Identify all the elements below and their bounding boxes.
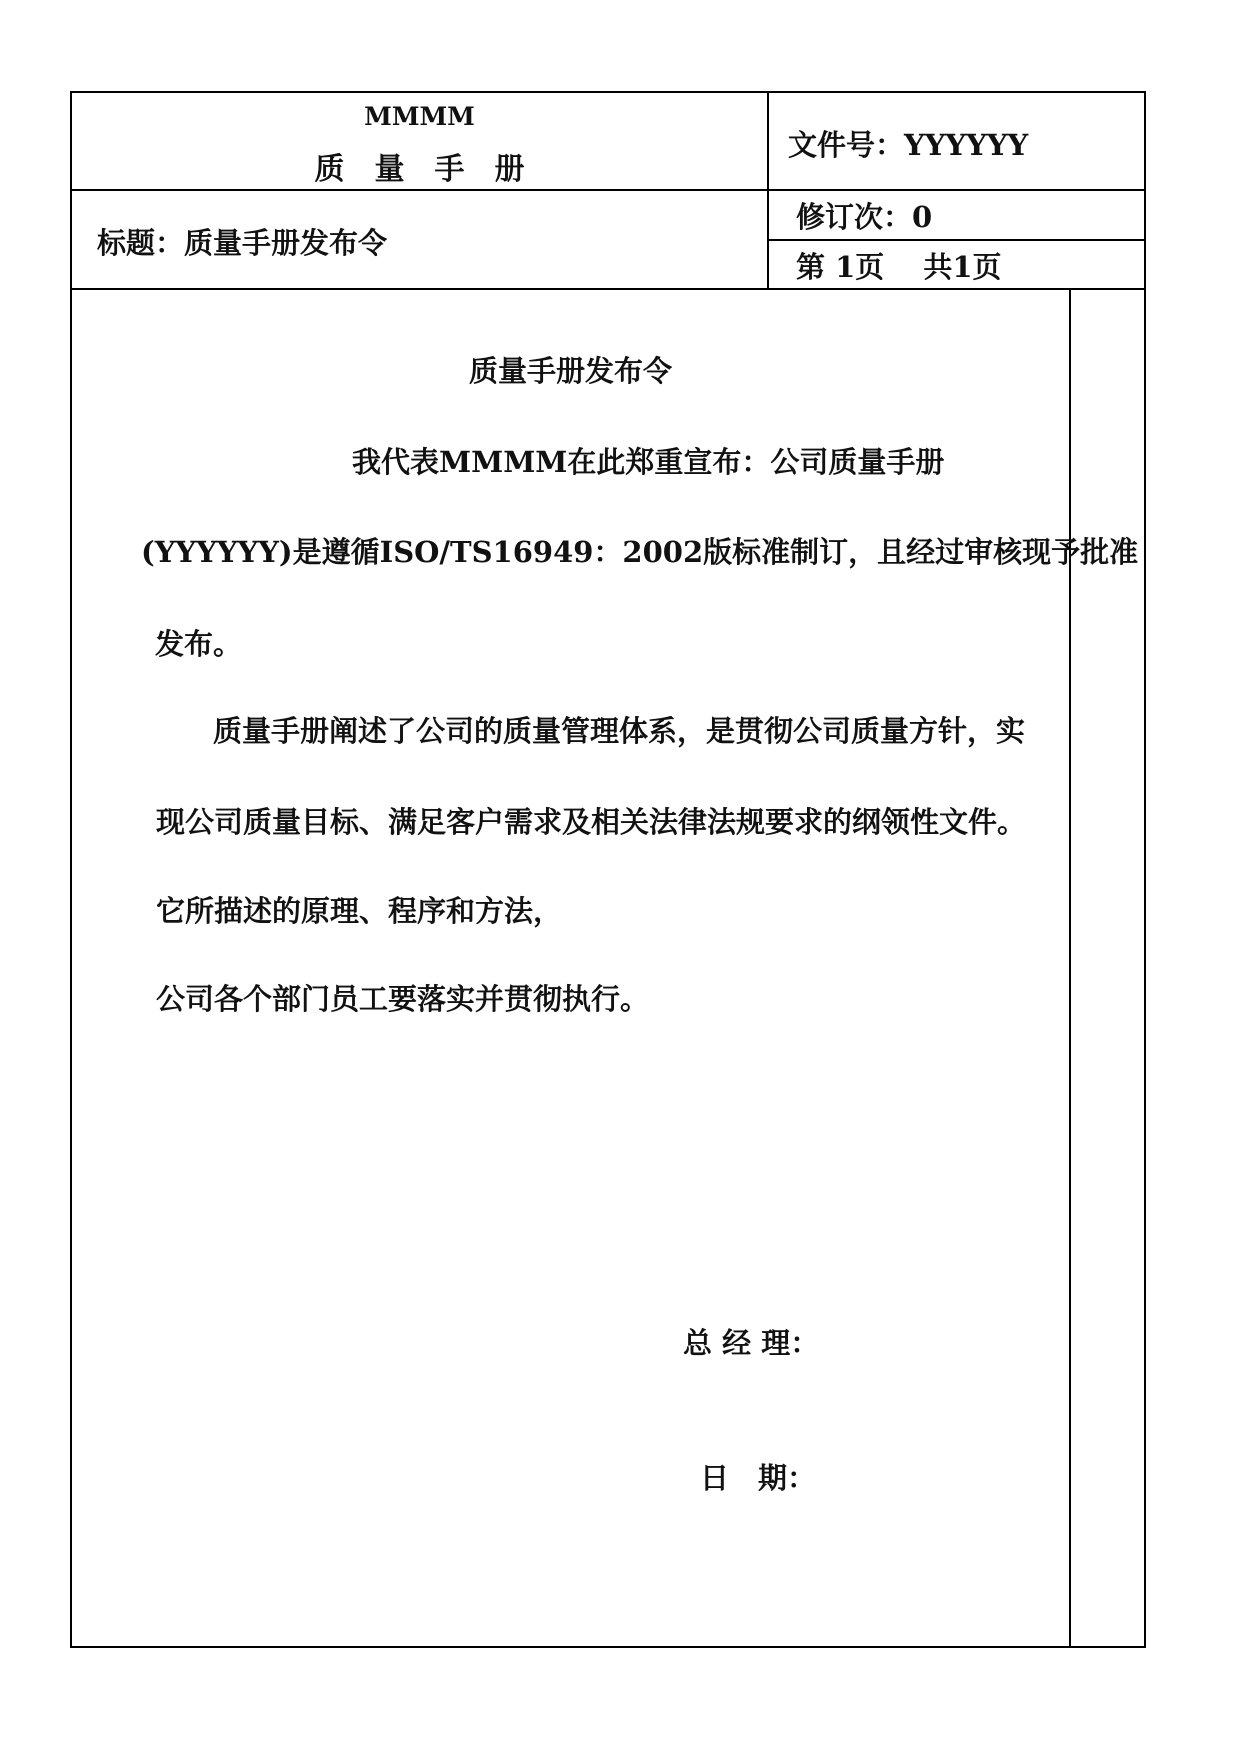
company-name: MMMM xyxy=(364,102,475,131)
body-line: 它所描述的原理、程序和方法， xyxy=(156,894,563,928)
document-number xyxy=(788,128,1029,162)
frame-bottom-border xyxy=(70,1646,1146,1648)
frame-right-border xyxy=(1144,91,1146,1648)
general-manager-signature-label: 总 经 理： xyxy=(683,1326,820,1360)
document-subject: 标题：质量手册发布令 xyxy=(97,226,388,260)
body-line: 我代表MMMM在此郑重宣布：公司质量手册 xyxy=(352,445,945,479)
header-bottom-divider xyxy=(70,288,1146,290)
body-line: 现公司质量目标、满足客户需求及相关法律法规要求的纲领性文件。 xyxy=(156,805,1027,839)
document-number-value: YYYYYY xyxy=(904,128,1029,162)
body-line: 发布。 xyxy=(155,627,243,661)
date-label: 日 期： xyxy=(700,1461,817,1495)
header-row-divider xyxy=(70,189,1146,191)
body-heading: 质量手册发布令 xyxy=(468,354,672,388)
body-right-margin-divider xyxy=(1069,288,1071,1648)
body-line: 质量手册阐述了公司的质量管理体系，是贯彻公司质量方针，实 xyxy=(213,714,1026,748)
revision-number: 修订次：0 xyxy=(796,200,933,234)
body-line: 公司各个部门员工要落实并贯彻执行。 xyxy=(156,982,650,1016)
frame-top-border xyxy=(70,91,1146,93)
body-line: (YYYYYY)是遵循ISO/TS16949：2002版标准制订，且经过审核现予批准 xyxy=(141,535,1139,569)
document-number-label: 文件号： xyxy=(788,128,905,162)
page-indicator: 第 1页 共1页 xyxy=(796,250,1002,284)
frame-left-border xyxy=(70,91,72,1648)
revision-row-divider xyxy=(767,239,1146,241)
manual-title: 质 量 手 册 xyxy=(314,152,525,187)
